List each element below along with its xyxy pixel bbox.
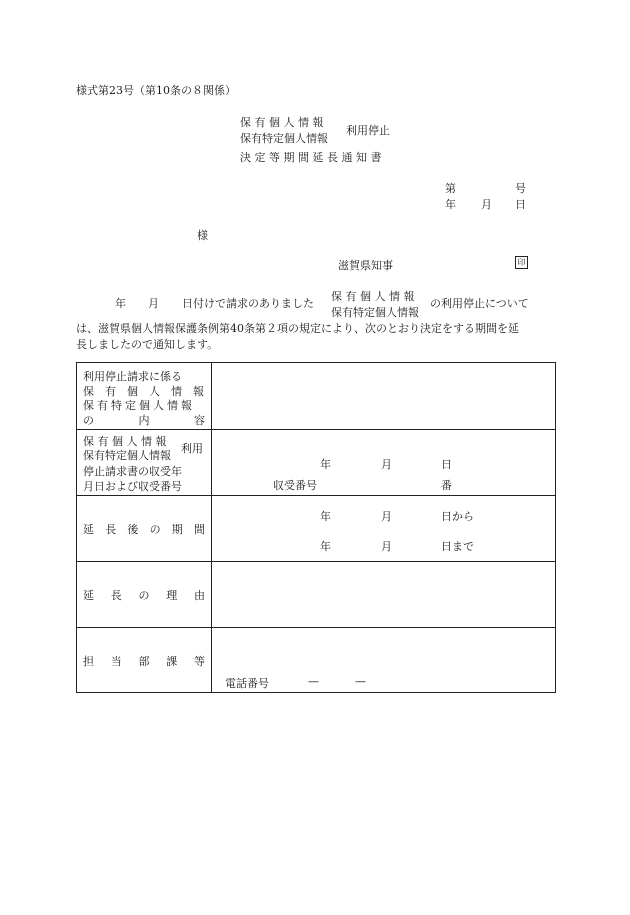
r2-riyou: 利用 xyxy=(181,442,203,455)
row-receipt xyxy=(77,429,555,493)
r4-c4: 理 xyxy=(166,589,178,602)
r5-dash-2: — xyxy=(355,675,366,688)
r4-c3: の xyxy=(138,589,150,602)
addressee: 様 xyxy=(197,229,208,242)
r3-year-from: 年 xyxy=(320,510,331,523)
r3-label xyxy=(83,521,205,537)
r2-stack-a: 保 有 個 人 情 報 xyxy=(83,435,167,448)
title-line2: 決 定 等 期 間 延 長 通 知 書 xyxy=(240,151,382,164)
r3-c3: 後 xyxy=(127,523,139,536)
title-stack-a: 保 有 個 人 情 報 xyxy=(240,116,324,129)
r1-label-line4 xyxy=(83,412,205,428)
ref-month: 月 xyxy=(481,198,492,211)
ref-year: 年 xyxy=(445,198,456,211)
r4-c1: 延 xyxy=(83,589,94,602)
seal-mark: 印 xyxy=(515,256,528,269)
ref-go: 号 xyxy=(515,182,526,195)
column-divider xyxy=(211,363,212,692)
r1-label-line1: 利用停止請求に係る xyxy=(83,370,182,383)
row-reason xyxy=(77,561,555,602)
sender: 滋賀県知事 xyxy=(338,259,393,272)
r2-day: 日 xyxy=(441,458,452,471)
body-line-3: 長しましたので通知します。 xyxy=(76,338,219,351)
r2-label-line2: 停止請求書の収受年 xyxy=(83,465,182,478)
r3-c6: 間 xyxy=(193,523,205,536)
r3-month-from: 月 xyxy=(381,510,392,523)
r5-label xyxy=(83,653,205,669)
body-text-1: 日付けで請求のありました xyxy=(182,297,314,310)
r5-c4: 課 xyxy=(166,655,178,668)
form-table xyxy=(76,362,556,693)
r2-month: 月 xyxy=(381,458,392,471)
r2-ban: 番 xyxy=(441,479,452,492)
r3-c5: 期 xyxy=(171,523,183,536)
r3-until: 日まで xyxy=(441,540,474,553)
r3-c2: 長 xyxy=(105,523,117,536)
r1-nai: 内 xyxy=(138,414,150,427)
r5-tel-label: 電話番号 xyxy=(225,677,269,690)
row-extended-period xyxy=(77,495,555,553)
r2-year: 年 xyxy=(320,458,331,471)
body-month: 月 xyxy=(148,297,159,310)
row-department xyxy=(77,627,555,690)
r1-label-line3: 保有特定個人情報 xyxy=(83,399,195,412)
r1-you: 容 xyxy=(194,414,205,427)
ref-dai: 第 xyxy=(445,182,456,195)
r4-c2: 長 xyxy=(110,589,122,602)
r4-label xyxy=(83,587,205,603)
body-stack-a: 保 有 個 人 情 報 xyxy=(331,290,415,303)
title-suffix: 利用停止 xyxy=(346,124,390,137)
r5-dash-1: — xyxy=(308,675,319,688)
r1-no: の xyxy=(83,414,94,427)
r4-c5: 由 xyxy=(194,589,205,602)
r1-label-line2: 保 有 個 人 情 報 xyxy=(83,385,204,398)
r3-from: 日から xyxy=(441,510,474,523)
r2-receipt-label: 収受番号 xyxy=(273,479,317,492)
r3-c1: 延 xyxy=(83,523,94,536)
r3-month-until: 月 xyxy=(381,540,392,553)
r5-c2: 当 xyxy=(110,655,122,668)
body-line-2: は、滋賀県個人情報保護条例第40条第２項の規定により、次のとおり決定をする期間を延 xyxy=(76,322,519,335)
r5-c5: 等 xyxy=(194,655,205,668)
body-year: 年 xyxy=(115,297,126,310)
body-stack-b: 保有特定個人情報 xyxy=(331,306,419,319)
r2-label-line3: 月日および収受番号 xyxy=(83,480,182,493)
body-text-2: の利用停止について xyxy=(430,297,529,310)
ref-day: 日 xyxy=(515,198,526,211)
form-number: 様式第23号（第10条の８関係） xyxy=(76,84,236,97)
r2-stack-b: 保有特定個人情報 xyxy=(83,449,171,462)
r5-c1: 担 xyxy=(83,655,94,668)
r5-c3: 部 xyxy=(138,655,150,668)
r3-year-until: 年 xyxy=(320,540,331,553)
title-stack-b: 保有特定個人情報 xyxy=(240,132,328,145)
r3-c4: の xyxy=(149,523,161,536)
